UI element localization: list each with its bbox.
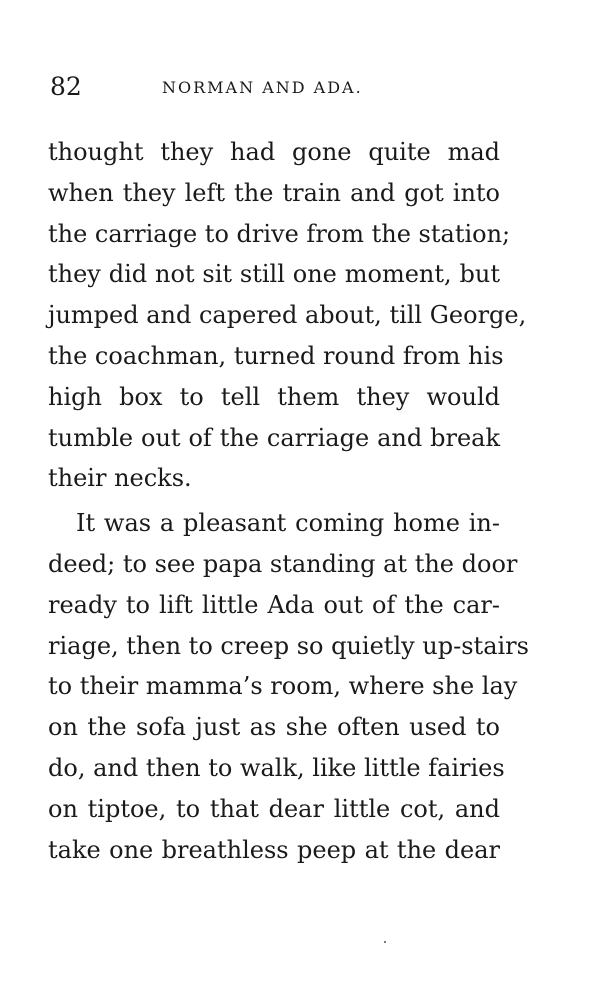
text-line: It was a pleasant coming home in- bbox=[76, 509, 500, 538]
page-number: 82 bbox=[50, 72, 82, 101]
text-line: their necks. bbox=[48, 464, 192, 493]
text-line: thought they had gone quite mad bbox=[48, 138, 500, 166]
text-line: tumble out of the carriage and break bbox=[48, 423, 500, 452]
running-head bbox=[50, 72, 550, 102]
text-line: the coachman, turned round from his bbox=[48, 341, 504, 370]
text-line: deed; to see papa standing at the door bbox=[48, 549, 518, 578]
text-line: riage, then to creep so quietly up-stairs bbox=[48, 631, 529, 660]
body-text bbox=[48, 132, 529, 870]
paragraph-1 bbox=[48, 132, 527, 499]
text-line: on tiptoe, to that dear little cot, and bbox=[48, 794, 500, 823]
text-line: take one breathless peep at the dear bbox=[48, 835, 500, 864]
text-line: the carriage to drive from the station; bbox=[48, 219, 511, 248]
paragraph-2 bbox=[48, 503, 529, 870]
text-line: when they left the train and got into bbox=[48, 178, 500, 207]
text-line: jumped and capered about, till George, bbox=[48, 301, 527, 330]
text-line: to their mamma’s room, where she lay bbox=[48, 672, 518, 701]
book-title: NORMAN AND ADA. bbox=[162, 78, 363, 97]
text-line: do, and then to walk, like little fairies bbox=[48, 753, 505, 782]
text-line: ready to lift little Ada out of the car- bbox=[48, 590, 500, 619]
text-line: high box to tell them they would bbox=[48, 382, 500, 411]
paper-speck bbox=[384, 941, 386, 943]
text-line: they did not sit still one moment, but bbox=[48, 260, 500, 289]
text-line: on the sofa just as she often used to bbox=[48, 713, 500, 742]
